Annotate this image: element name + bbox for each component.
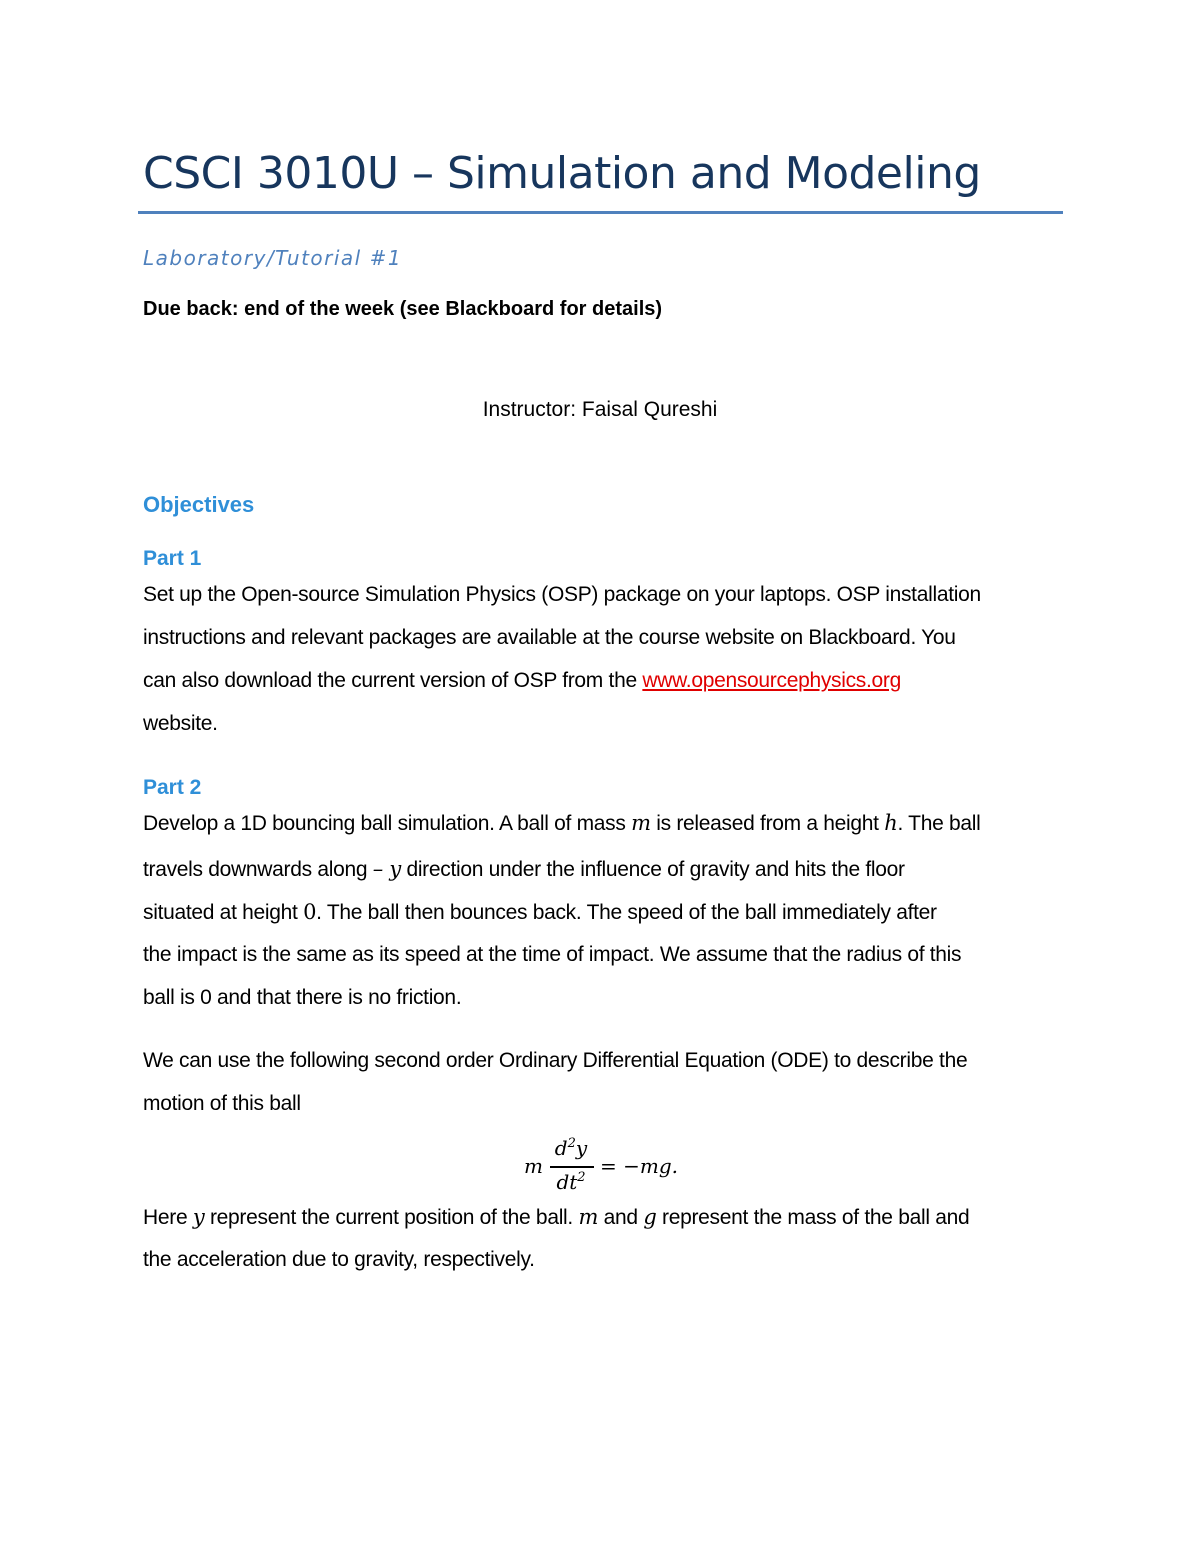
part2-para2-line-2: motion of this ball xyxy=(143,1092,301,1115)
part2-text: direction under the influence of gravity and hits the floor xyxy=(400,858,905,881)
math-m: m xyxy=(631,811,651,835)
part1-line-2: instructions and relevant packages are available at the course website on Blackboard. You xyxy=(143,626,956,649)
part2-text: situated at height xyxy=(143,901,304,924)
part2-heading: Part 2 xyxy=(143,776,202,799)
math-y: y xyxy=(192,1205,205,1229)
part2-text: Develop a 1D bouncing ball simulation. A ball of mass xyxy=(143,812,632,835)
numerator-y: y xyxy=(575,1136,588,1160)
part2-text: represent the mass of the ball and xyxy=(656,1206,970,1229)
fraction-bar xyxy=(550,1166,594,1168)
part2-text: . The ball then bounces back. The speed of the ball immediately after xyxy=(316,901,937,924)
part2-para3-line-1 xyxy=(143,1205,969,1230)
part2-text: represent the current position of the ball. xyxy=(204,1206,579,1229)
due-date-text: Due back: end of the week (see Blackboard for details) xyxy=(143,298,663,320)
part1-heading: Part 1 xyxy=(143,547,202,570)
part2-line-3 xyxy=(143,900,937,925)
part2-line-1 xyxy=(143,811,980,836)
document-subtitle: Laboratory/Tutorial #1 xyxy=(143,246,403,270)
osp-website-link[interactable]: www.opensourcephysics.org xyxy=(642,669,901,692)
part2-line-5: ball is 0 and that there is no friction. xyxy=(143,986,462,1009)
numerator-d: d xyxy=(554,1136,568,1160)
math-g: g xyxy=(643,1205,657,1229)
part2-text: and xyxy=(598,1206,644,1229)
math-h: h xyxy=(884,811,898,835)
instructor-text: Instructor: Faisal Qureshi xyxy=(482,398,718,421)
fraction-denominator xyxy=(548,1170,594,1194)
part2-para2-line-1: We can use the following second order Ordinary Differential Equation (ODE) to describe the xyxy=(143,1049,968,1072)
part2-text: travels downwards along xyxy=(143,858,373,881)
title-rule xyxy=(138,211,1063,214)
part1-line-3 xyxy=(143,669,901,693)
denominator-exponent: 2 xyxy=(577,1170,586,1185)
part2-text: is released from a height xyxy=(650,812,885,835)
part1-line-4: website. xyxy=(143,712,218,735)
document-title: CSCI 3010U – Simulation and Modeling xyxy=(143,148,981,199)
part2-line-4: the impact is the same as its speed at the time of impact. We assume that the radius of this xyxy=(143,943,962,966)
part2-para3-line-2: the acceleration due to gravity, respectively. xyxy=(143,1248,535,1271)
denominator-dt: dt xyxy=(556,1170,578,1194)
fraction-numerator xyxy=(548,1136,594,1160)
numerator-exponent: 2 xyxy=(567,1136,576,1151)
part1-line-1: Set up the Open-source Simulation Physics (OSP) package on your laptops. OSP installation xyxy=(143,583,981,606)
math-m: m xyxy=(578,1205,599,1229)
part2-text: Here xyxy=(143,1206,193,1229)
objectives-heading: Objectives xyxy=(143,492,255,517)
math-neg-y: – y xyxy=(372,857,401,881)
math-zero: 0 xyxy=(303,900,317,924)
part2-line-2 xyxy=(143,857,905,882)
part1-line-3-text: can also download the current version of OSP from the xyxy=(143,669,643,692)
equation-m: m xyxy=(524,1154,543,1178)
equation-rhs: = −mg. xyxy=(600,1154,678,1178)
part2-text: . The ball xyxy=(897,812,981,835)
